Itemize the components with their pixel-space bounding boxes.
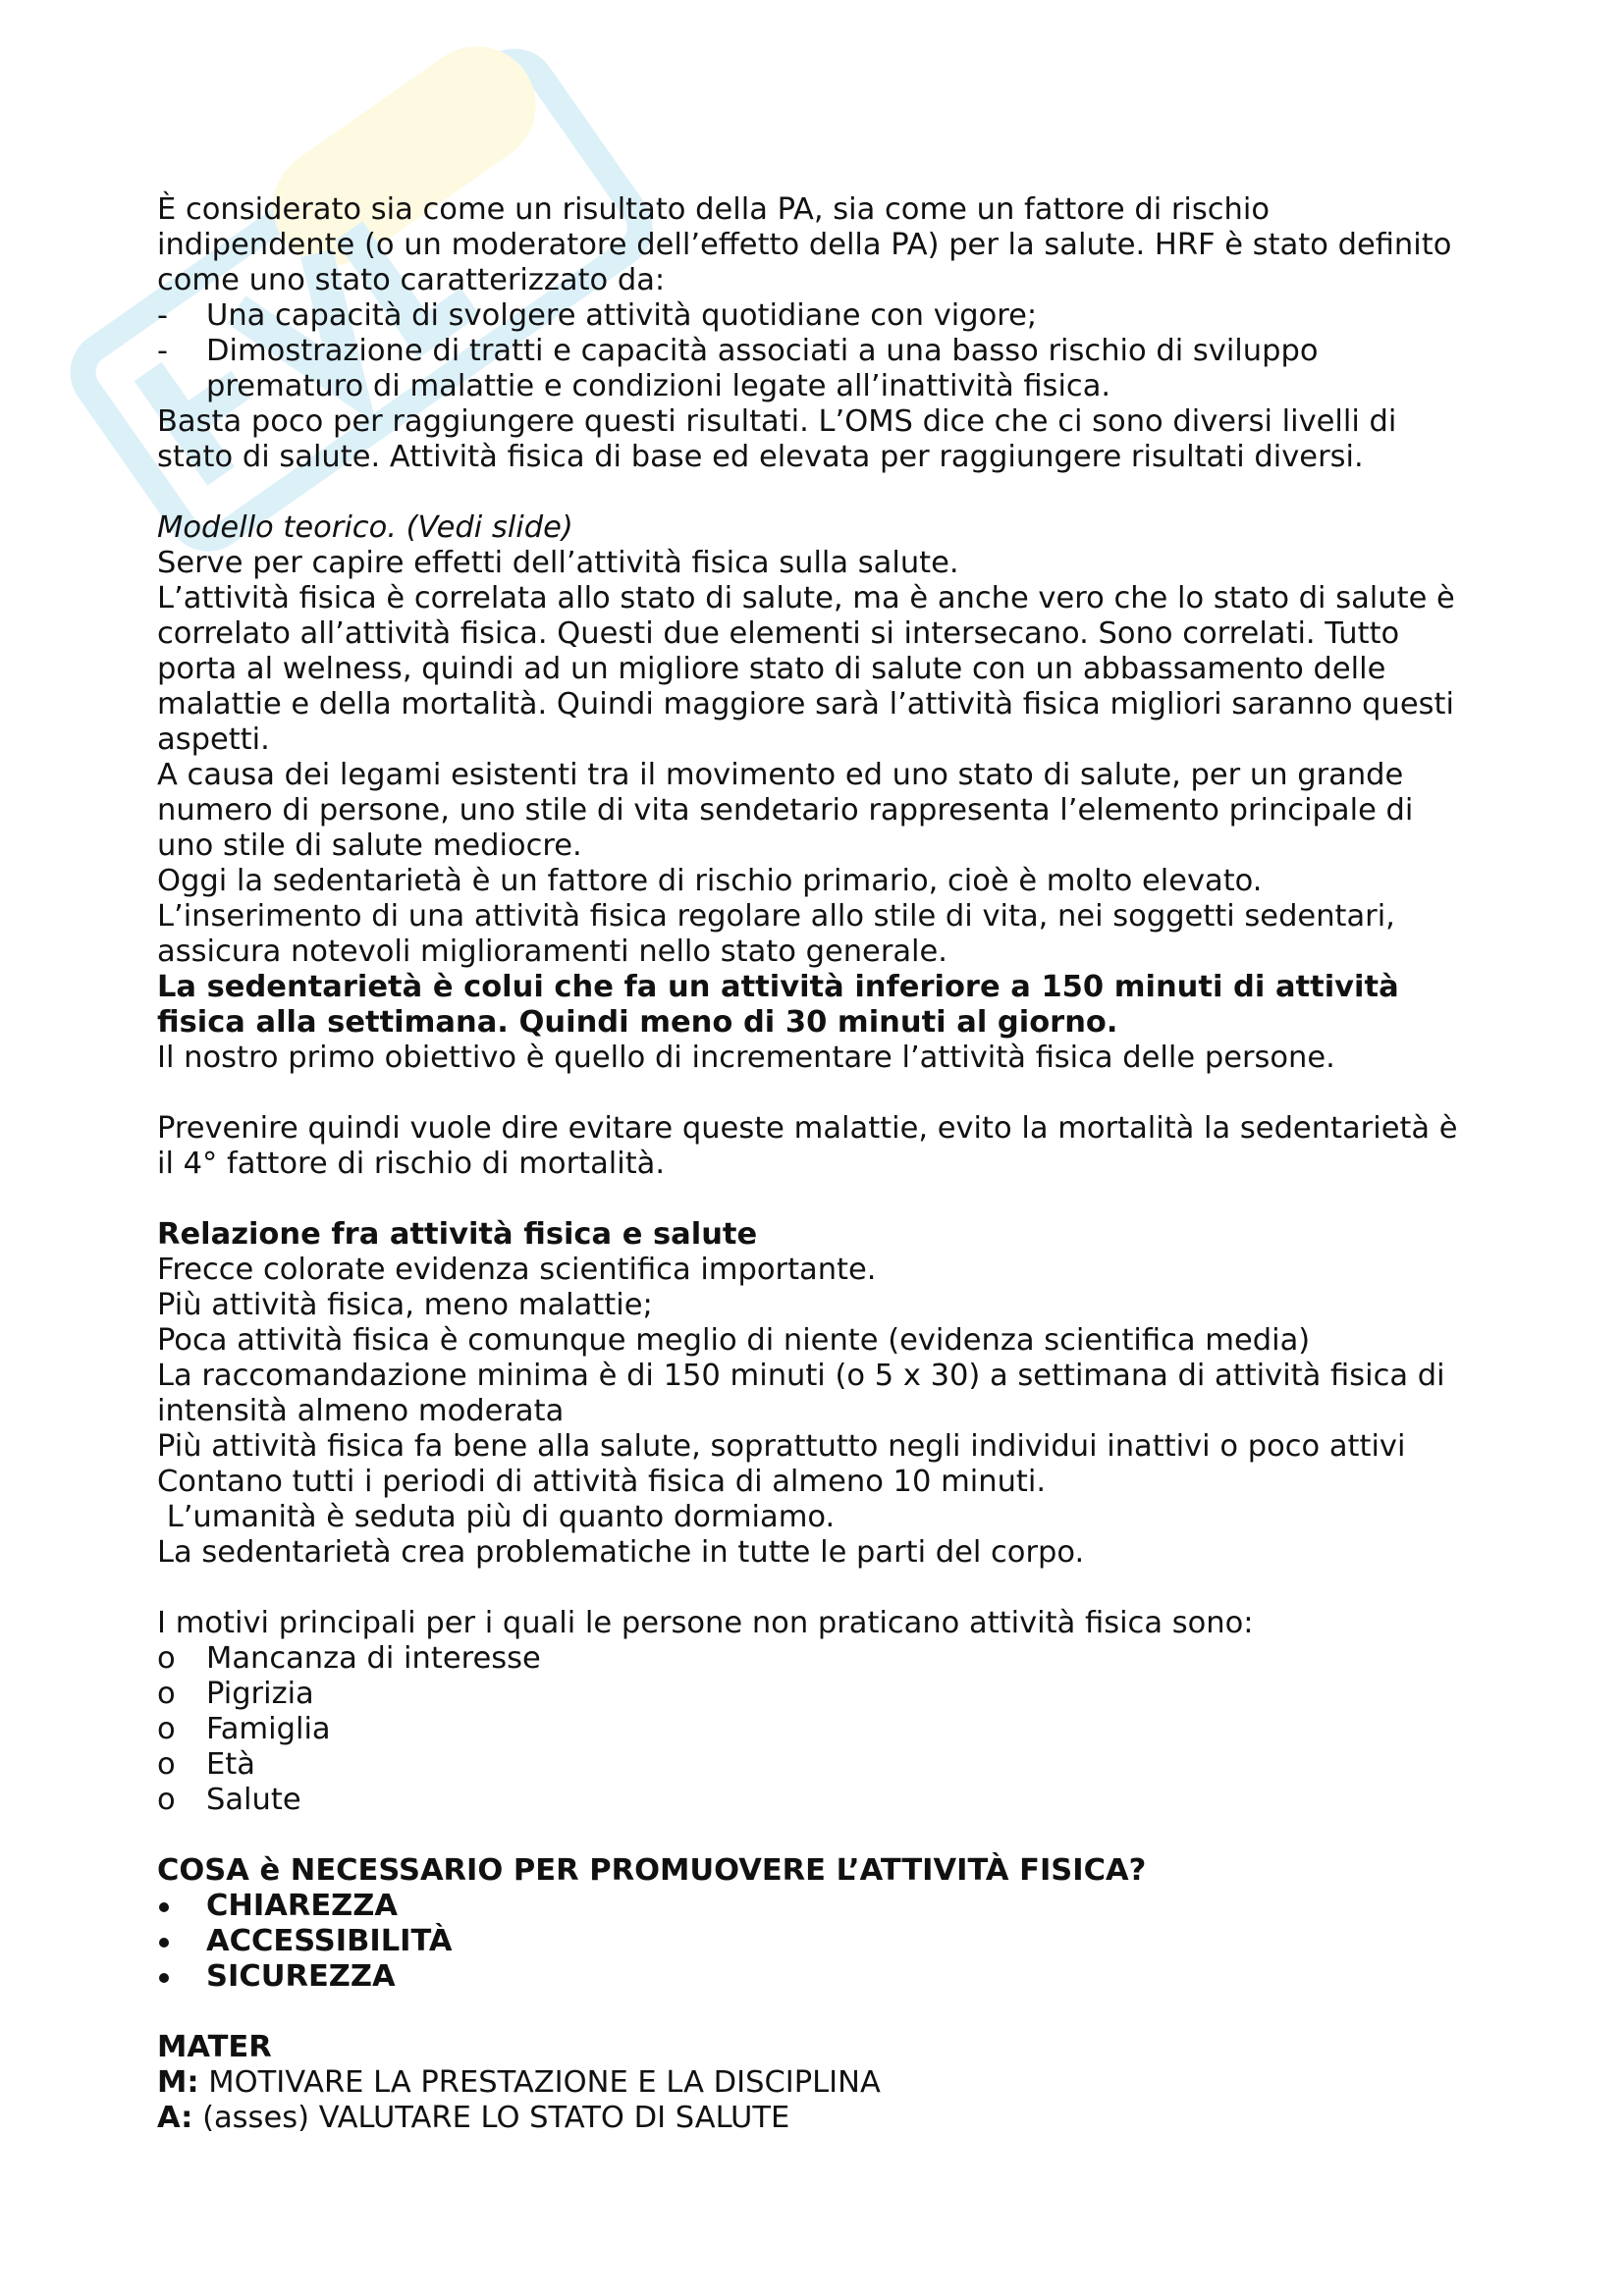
list-item <box>157 298 1492 334</box>
text-line: intensità almeno moderata <box>157 1394 565 1428</box>
text-line: Basta poco per raggiungere questi risultati. L’OMS dice che ci sono diversi livelli di <box>157 404 1397 439</box>
list-item-text: Pigrizia <box>206 1677 314 1711</box>
text-line: L’umanità è seduta più di quanto dormiamo. <box>157 1500 836 1534</box>
text-line: È considerato sia come un risultato della PA, sia come un fattore di rischio <box>157 192 1270 227</box>
text-line: indipendente (o un moderatore dell’effetto della PA) per la salute. HRF è stato definito <box>157 228 1452 262</box>
text-line: La raccomandazione minima è di 150 minuti (o 5 x 30) a settimana di attività fisica di <box>157 1359 1445 1393</box>
list-item-text: Età <box>206 1747 255 1782</box>
mater-key: M: <box>157 2065 199 2100</box>
list-item-continuation <box>157 369 1492 404</box>
circle-marker: o <box>157 1712 176 1746</box>
circle-marker: o <box>157 1747 176 1782</box>
text-line: Frecce colorate evidenza scientifica importante. <box>157 1253 877 1287</box>
text-line: correlato all’attività fisica. Questi due elementi si intersecano. Sono correlati. Tutto <box>157 616 1400 651</box>
list-item-text: CHIAREZZA <box>206 1889 399 1923</box>
text-line: Oggi la sedentarietà è un fattore di rischio primario, cioè è molto elevato. <box>157 864 1263 898</box>
mater-item <box>157 2101 1492 2136</box>
text-line: L’inserimento di una attività fisica regolare allo stile di vita, nei soggetti sedentari, <box>157 899 1395 934</box>
list-item-text: SICUREZZA <box>206 1959 396 1994</box>
model-heading: Modello teorico. (Vedi slide) <box>157 510 573 545</box>
text-line: L’attività fisica è correlata allo stato di salute, ma è anche vero che lo stato di salute è <box>157 581 1455 615</box>
text-line: Prevenire quindi vuole dire evitare queste malattie, evito la mortalità la sedentarietà è <box>157 1111 1458 1146</box>
mater-heading: MATER <box>157 2030 272 2064</box>
text-line: Poca attività fisica è comunque meglio di niente (evidenza scientifica media) <box>157 1323 1311 1358</box>
dash-marker: - <box>157 334 169 368</box>
text-line: Contano tutti i periodi di attività fisica di almeno 10 minuti. <box>157 1465 1047 1499</box>
bold-line: fisica alla settimana. Quindi meno di 30 minuti al giorno. <box>157 1005 1118 1040</box>
text-line: porta al welness, quindi ad un migliore stato di salute con un abbassamento delle <box>157 652 1386 686</box>
relation-heading: Relazione fra attività fisica e salute <box>157 1217 758 1252</box>
text-line: numero di persone, uno stile di vita sendetario rappresenta l’elemento principale di <box>157 793 1414 828</box>
text-line: stato di salute. Attività fisica di base ed elevata per raggiungere risultati diversi. <box>157 440 1364 474</box>
list-item-text: Dimostrazione di tratti e capacità associati a una basso rischio di sviluppo <box>206 334 1319 368</box>
text-line: Serve per capire effetti dell’attività fisica sulla salute. <box>157 546 959 580</box>
text-line: assicura notevoli miglioramenti nello stato generale. <box>157 934 947 969</box>
list-item <box>157 1924 1492 1959</box>
list-item-text: ACCESSIBILITÀ <box>206 1924 453 1958</box>
text-line: come uno stato caratterizzato da: <box>157 263 666 297</box>
circle-marker: o <box>157 1677 176 1711</box>
list-item-text: prematuro di malattie e condizioni legate all’inattività fisica. <box>206 369 1111 403</box>
list-item <box>157 1641 1492 1677</box>
list-item <box>157 1677 1492 1712</box>
bold-line: La sedentarietà è colui che fa un attività inferiore a 150 minuti di attività <box>157 970 1399 1004</box>
list-item-text: Famiglia <box>206 1712 331 1746</box>
text-line: A causa dei legami esistenti tra il movimento ed uno stato di salute, per un grande <box>157 758 1404 792</box>
mater-text: (asses) VALUTARE LO STATO DI SALUTE <box>192 2101 790 2135</box>
list-item <box>157 1889 1492 1924</box>
mater-item <box>157 2065 1492 2101</box>
list-item-text: Mancanza di interesse <box>206 1641 541 1676</box>
reasons-intro: I motivi principali per i quali le persone non praticano attività fisica sono: <box>157 1606 1254 1640</box>
text-line: uno stile di salute mediocre. <box>157 828 582 863</box>
text-line: Il nostro primo obiettivo è quello di incrementare l’attività fisica delle persone. <box>157 1041 1335 1075</box>
text-line: il 4° fattore di rischio di mortalità. <box>157 1147 666 1181</box>
document-page <box>157 192 1492 2136</box>
circle-marker: o <box>157 1783 176 1817</box>
list-item-text: Salute <box>206 1783 301 1817</box>
list-item <box>157 1747 1492 1783</box>
text-line: La sedentarietà crea problematiche in tutte le parti del corpo. <box>157 1535 1085 1570</box>
text-line: Più attività fisica fa bene alla salute, soprattutto negli individui inattivi o poco attivi <box>157 1429 1406 1464</box>
list-item <box>157 1712 1492 1747</box>
list-item-text: Una capacità di svolgere attività quotidiane con vigore; <box>206 298 1038 333</box>
list-item <box>157 1783 1492 1818</box>
list-item <box>157 334 1492 369</box>
mater-text: MOTIVARE LA PRESTAZIONE E LA DISCIPLINA <box>198 2065 881 2100</box>
bullet-icon <box>159 1973 169 1983</box>
text-line: aspetti. <box>157 722 270 757</box>
mater-key: A: <box>157 2101 193 2135</box>
bullet-icon <box>159 1938 169 1948</box>
text-line: Più attività fisica, meno malattie; <box>157 1288 653 1322</box>
dash-marker: - <box>157 298 169 333</box>
text-line: malattie e della mortalità. Quindi maggiore sarà l’attività fisica migliori saranno questi <box>157 687 1454 721</box>
list-item <box>157 1959 1492 1995</box>
circle-marker: o <box>157 1641 176 1676</box>
promote-heading: COSA è NECESSARIO PER PROMUOVERE L’ATTIVITÀ FISICA? <box>157 1853 1147 1888</box>
bullet-icon <box>159 1902 169 1912</box>
